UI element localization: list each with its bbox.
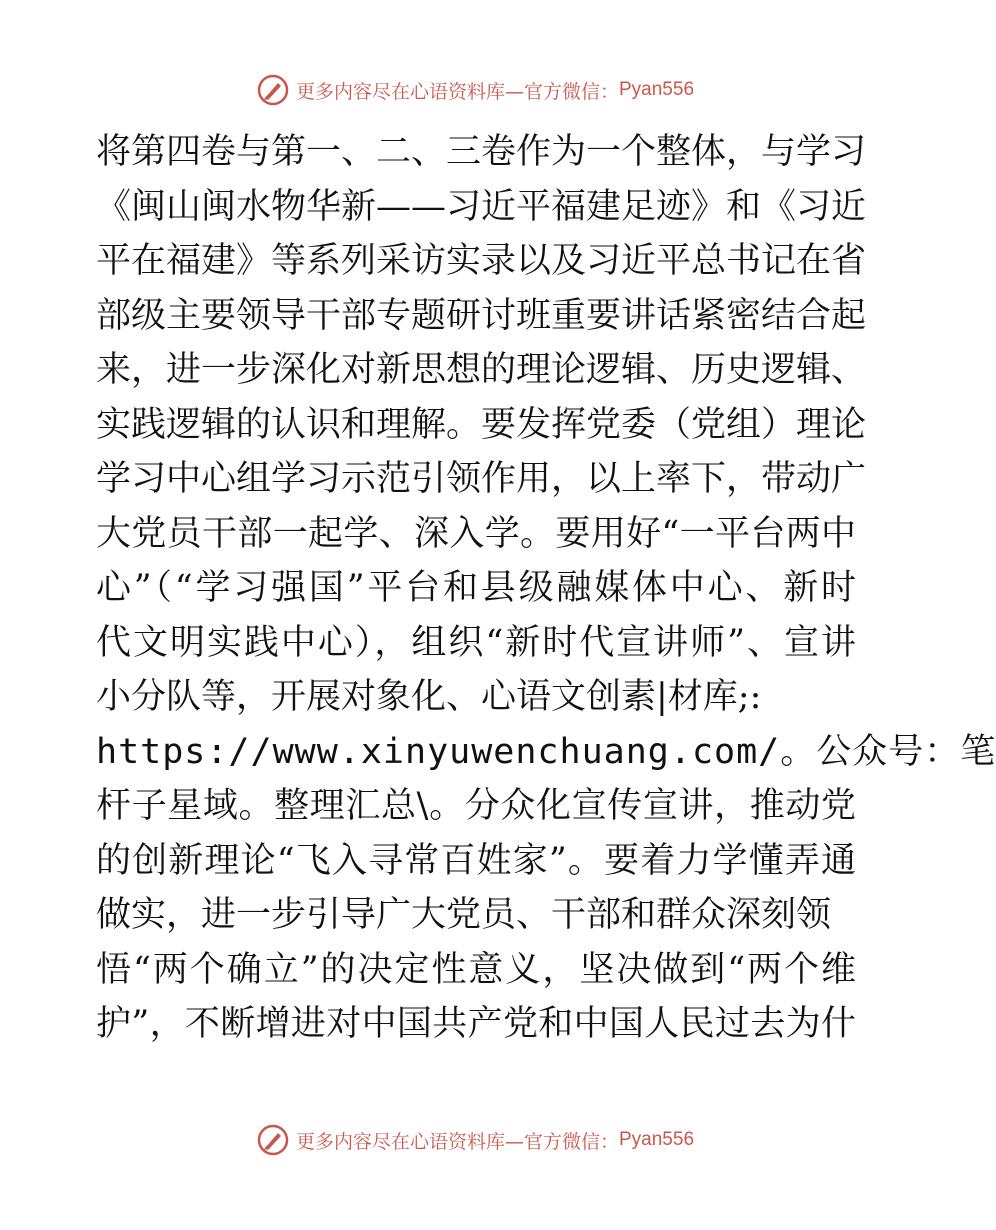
text-line: 杆子星域。整理汇总\。分众化宣传宣讲，推动党 [96,786,856,826]
document-body [96,125,996,1052]
watermark-label: 更多内容尽在心语资料库—官方微信： [295,1130,619,1153]
watermark-wechat-id: Pyan556 [619,79,695,100]
text-line: 大党员干部一起学、深入学。要用好“一平台两中 [96,513,856,554]
text-line: 护”，不断增进对中国共产党和中国人民过去为什 [96,1004,856,1044]
text-line: 学习中心组学习示范引领作用，以上率下，带动广 [96,459,867,499]
text-line: 来，进一步深化对新思想的理论逻辑、历史逻辑、 [96,350,867,390]
text-line: 平在福建》等系列采访实录以及习近平总书记在省 [96,241,867,281]
pen-logo-icon [256,73,290,107]
text-line: 的创新理论“飞入寻常百姓家”。要着力学懂弄通 [96,840,856,881]
footer-watermark [0,1120,950,1160]
text-line: 实践逻辑的认识和理解。要发挥党委（党组）理论 [96,404,867,445]
text-line: 将第四卷与第一、二、三卷作为一个整体，与学习 [96,132,867,172]
text-line: 部级主要领导干部专题研讨班重要讲话紧密结合起 [96,295,867,336]
pen-logo-icon [256,1123,290,1157]
text-line: 做实，进一步引导广大党员、干部和群众深刻领 [96,895,832,935]
text-line: 心”（“学习强国”平台和县级融媒体中心、新时 [96,568,856,608]
header-watermark [0,70,950,110]
watermark-label: 更多内容尽在心语资料库—官方微信： [295,80,619,103]
text-line: 悟“两个确立”的决定性意义，坚决做到“两个维 [96,949,856,990]
text-line: 代文明实践中心），组织“新时代宣讲师”、宣讲 [96,622,856,663]
watermark-wechat-id: Pyan556 [619,1129,695,1150]
text-line: 小分队等，开展对象化、心语文创素|材库;: [96,677,762,717]
text-line: 《闽山闽水物华新——习近平福建足迹》和《习近 [96,186,867,227]
text-line-url: https://www.xinyuwenchuang.com/。公众号：笔 [96,731,996,772]
